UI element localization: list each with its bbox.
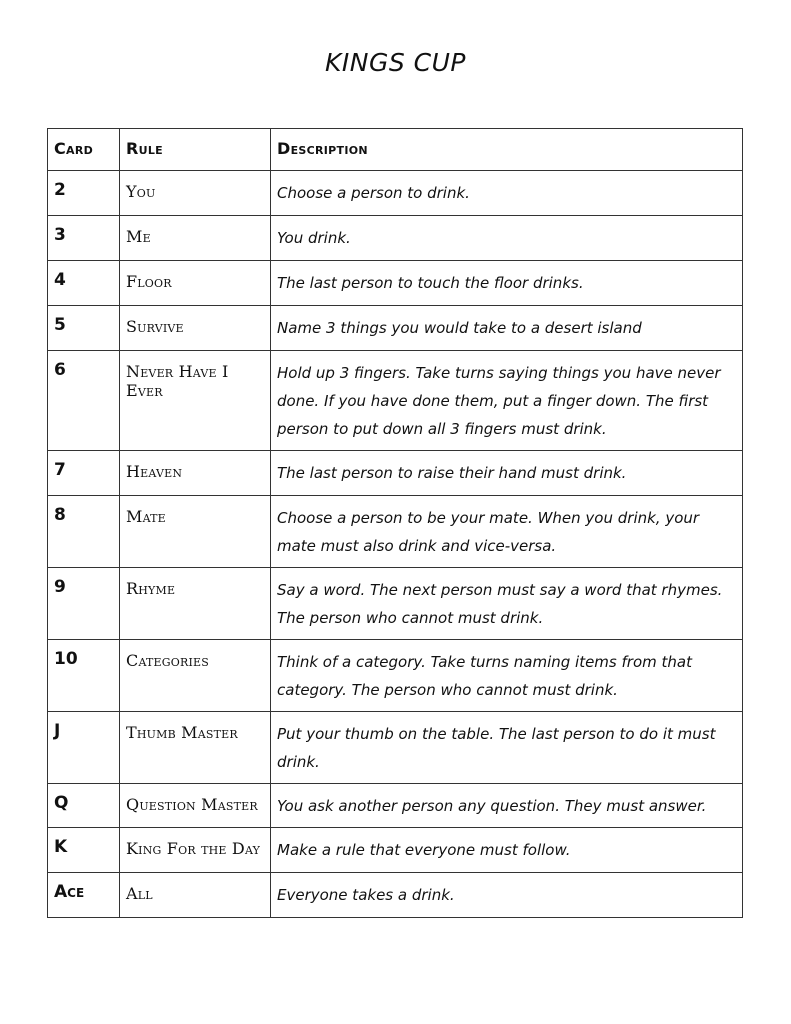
description-cell: Choose a person to drink. [271,171,743,216]
rule-cell: Floor [120,261,271,306]
table-row [48,351,743,451]
description-cell: Think of a category. Take turns naming items from that category. The person who cannot must drink. [271,640,743,712]
description-cell: You ask another person any question. They must answer. [271,784,743,828]
card-cell: Q [48,784,120,828]
card-cell: 10 [48,640,120,712]
table-row [48,784,743,828]
rule-cell: Mate [120,496,271,568]
rule-cell: Thumb Master [120,712,271,784]
card-cell: K [48,828,120,873]
table-header-row [48,129,743,171]
description-cell: Say a word. The next person must say a word that rhymes. The person who cannot must drink. [271,568,743,640]
description-cell: Choose a person to be your mate. When you drink, your mate must also drink and vice-versa. [271,496,743,568]
card-cell: 2 [48,171,120,216]
rule-cell: Question Master [120,784,271,828]
card-cell: 9 [48,568,120,640]
header-rule: Rule [120,129,271,171]
rule-cell: Heaven [120,451,271,496]
table-row [48,451,743,496]
table-row [48,216,743,261]
description-cell: The last person to raise their hand must drink. [271,451,743,496]
rules-table [47,128,743,918]
rule-cell: Rhyme [120,568,271,640]
card-cell: 4 [48,261,120,306]
rule-cell: King For the Day [120,828,271,873]
rule-cell: Never Have I Ever [120,351,271,451]
rule-cell: All [120,873,271,918]
description-cell: Put your thumb on the table. The last person to do it must drink. [271,712,743,784]
card-cell: 5 [48,306,120,351]
card-cell: Ace [48,873,120,918]
header-card: Card [48,129,120,171]
description-cell: Everyone takes a drink. [271,873,743,918]
rule-cell: You [120,171,271,216]
table-row [48,828,743,873]
header-description: Description [271,129,743,171]
rule-cell: Survive [120,306,271,351]
table-row [48,568,743,640]
rule-cell: Categories [120,640,271,712]
description-cell: Name 3 things you would take to a desert island [271,306,743,351]
description-cell: The last person to touch the floor drinks. [271,261,743,306]
card-cell: 8 [48,496,120,568]
table-row [48,306,743,351]
card-cell: 6 [48,351,120,451]
table-row [48,873,743,918]
description-cell: Hold up 3 fingers. Take turns saying things you have never done. If you have done them, put a finger down. The first person to put down all 3 fingers must drink. [271,351,743,451]
card-cell: 7 [48,451,120,496]
card-cell: 3 [48,216,120,261]
page-title: KINGS CUP [325,48,466,77]
table-row [48,712,743,784]
table-row [48,261,743,306]
table-row [48,640,743,712]
description-cell: You drink. [271,216,743,261]
table-row [48,171,743,216]
card-cell: J [48,712,120,784]
description-cell: Make a rule that everyone must follow. [271,828,743,873]
rule-cell: Me [120,216,271,261]
table-row [48,496,743,568]
